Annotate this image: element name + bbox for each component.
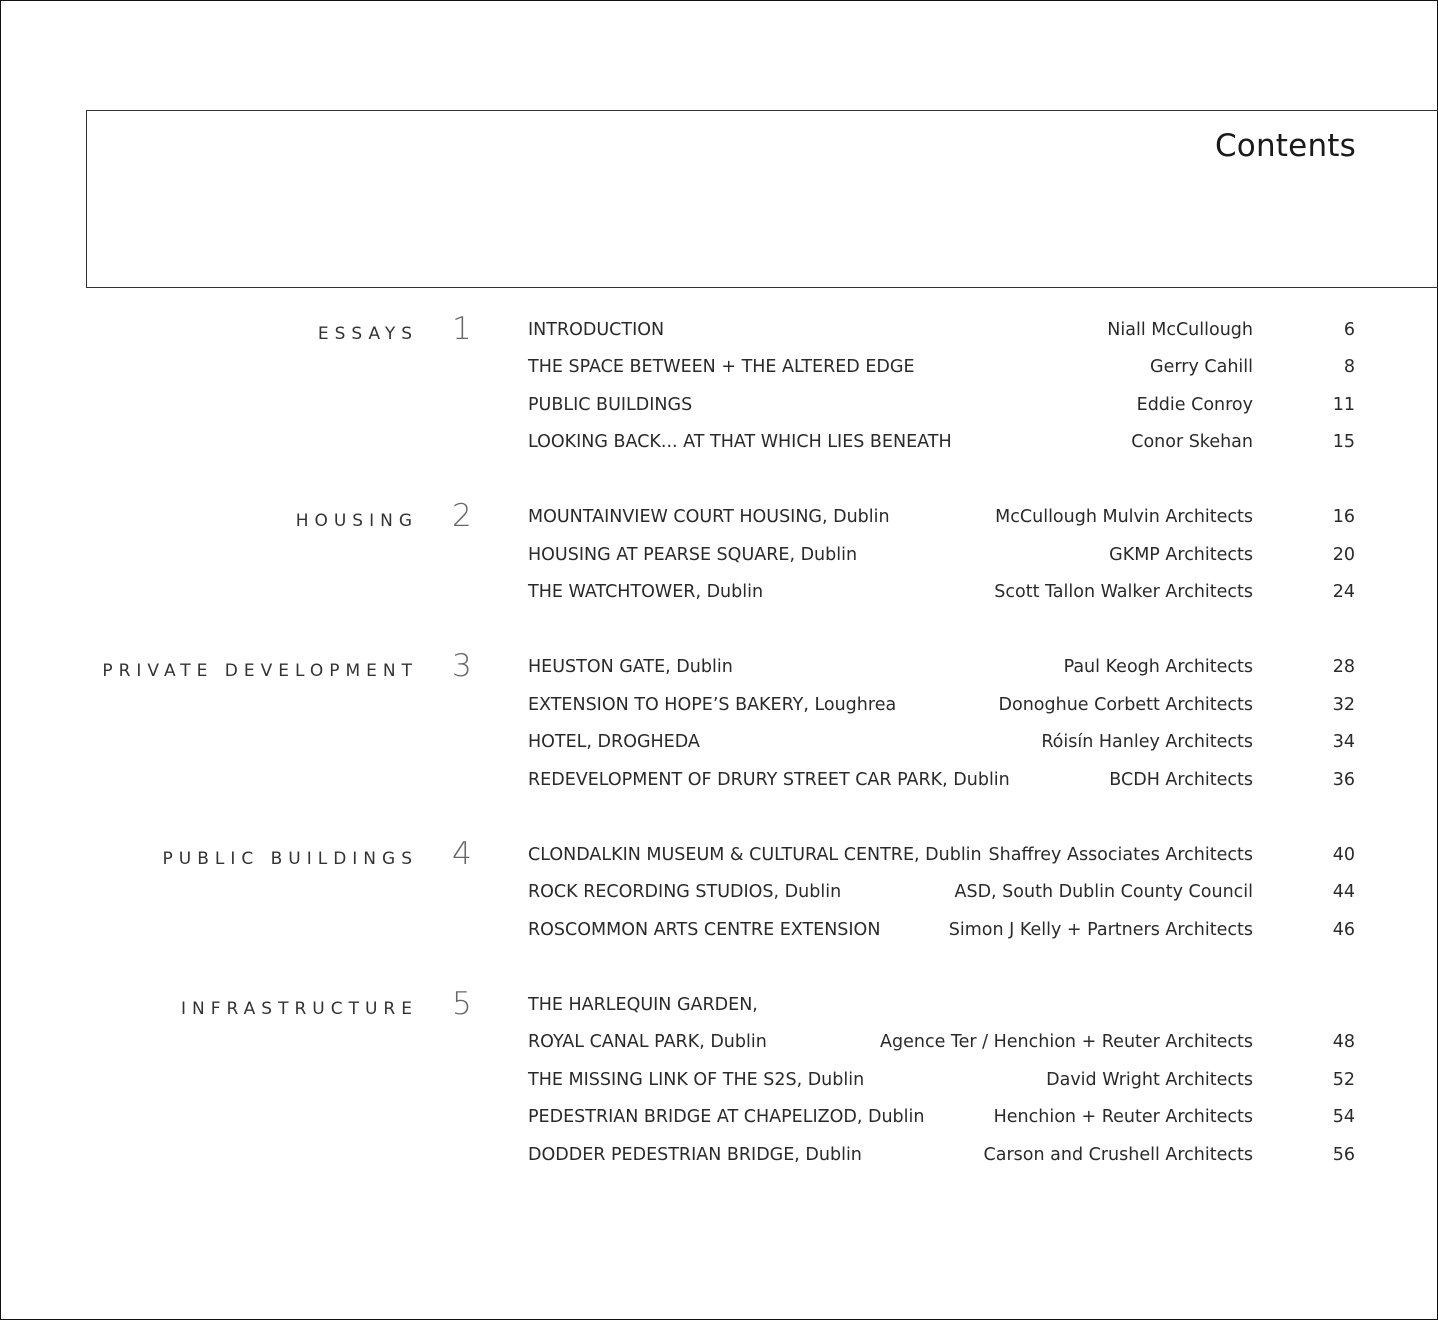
section-number: 2 xyxy=(452,498,472,534)
toc-entry[interactable] xyxy=(0,320,1438,357)
section-label: HOUSING xyxy=(295,511,418,531)
entry-page: 54 xyxy=(1332,1107,1355,1127)
toc-entry[interactable] xyxy=(0,395,1438,432)
entry-title: HOUSING AT PEARSE SQUARE, Dublin xyxy=(528,545,858,565)
entry-author: Róisín Hanley Architects xyxy=(1041,732,1253,752)
entry-author: Simon J Kelly + Partners Architects xyxy=(948,920,1253,940)
toc-entry[interactable] xyxy=(0,695,1438,732)
page-title: Contents xyxy=(1214,128,1356,164)
entry-title: PEDESTRIAN BRIDGE AT CHAPELIZOD, Dublin xyxy=(528,1107,925,1127)
entry-title: ROYAL CANAL PARK, Dublin xyxy=(528,1032,767,1052)
entry-author: David Wright Architects xyxy=(1046,1070,1253,1090)
entry-author: Paul Keogh Architects xyxy=(1063,657,1253,677)
entry-page: 6 xyxy=(1343,320,1355,340)
entry-title: ROSCOMMON ARTS CENTRE EXTENSION xyxy=(528,920,881,940)
entry-page: 24 xyxy=(1332,582,1355,602)
entry-title: MOUNTAINVIEW COURT HOUSING, Dublin xyxy=(528,507,890,527)
toc-entry[interactable] xyxy=(0,920,1438,957)
entry-title: PUBLIC BUILDINGS xyxy=(528,395,693,415)
entry-page: 15 xyxy=(1332,432,1355,452)
entry-title: CLONDALKIN MUSEUM & CULTURAL CENTRE, Dublin xyxy=(528,845,982,865)
toc-entry[interactable] xyxy=(0,545,1438,582)
section-label: PRIVATE DEVELOPMENT xyxy=(102,661,418,681)
toc-entry[interactable] xyxy=(0,357,1438,394)
entry-page: 52 xyxy=(1332,1070,1355,1090)
entry-author: Eddie Conroy xyxy=(1136,395,1253,415)
section-number: 1 xyxy=(452,311,472,347)
entry-page: 8 xyxy=(1343,357,1355,377)
entry-page: 20 xyxy=(1332,545,1355,565)
toc-entry[interactable] xyxy=(0,770,1438,807)
entry-author: GKMP Architects xyxy=(1109,545,1253,565)
entry-page: 40 xyxy=(1332,845,1355,865)
toc-entry[interactable] xyxy=(0,507,1438,544)
entry-author: Carson and Crushell Architects xyxy=(983,1145,1253,1165)
entry-title: HOTEL, DROGHEDA xyxy=(528,732,700,752)
toc-entry[interactable] xyxy=(0,582,1438,619)
entry-page: 28 xyxy=(1332,657,1355,677)
toc-entry[interactable] xyxy=(0,1032,1438,1069)
section-label: PUBLIC BUILDINGS xyxy=(162,849,418,869)
entry-title: EXTENSION TO HOPE’S BAKERY, Loughrea xyxy=(528,695,897,715)
entry-author: Agence Ter / Henchion + Reuter Architects xyxy=(880,1032,1253,1052)
entry-page: 11 xyxy=(1332,395,1355,415)
entry-title: THE HARLEQUIN GARDEN, xyxy=(528,995,758,1015)
toc-entry[interactable] xyxy=(0,882,1438,919)
entry-title: THE SPACE BETWEEN + THE ALTERED EDGE xyxy=(528,357,915,377)
toc-entry[interactable] xyxy=(0,432,1438,469)
section-number: 5 xyxy=(452,986,472,1022)
entry-page: 32 xyxy=(1332,695,1355,715)
entry-page: 16 xyxy=(1332,507,1355,527)
entry-page: 44 xyxy=(1332,882,1355,902)
entry-page: 48 xyxy=(1332,1032,1355,1052)
section-label: ESSAYS xyxy=(317,324,418,344)
entry-title: ROCK RECORDING STUDIOS, Dublin xyxy=(528,882,842,902)
entry-page: 46 xyxy=(1332,920,1355,940)
toc-entry[interactable] xyxy=(0,1145,1438,1182)
entry-title: HEUSTON GATE, Dublin xyxy=(528,657,733,677)
entry-title: LOOKING BACK... AT THAT WHICH LIES BENEATH xyxy=(528,432,952,452)
entry-author: Niall McCullough xyxy=(1107,320,1253,340)
toc-entry[interactable] xyxy=(0,1107,1438,1144)
entry-author: Henchion + Reuter Architects xyxy=(993,1107,1253,1127)
section-number: 4 xyxy=(452,836,472,872)
entry-page: 34 xyxy=(1332,732,1355,752)
toc-entry[interactable] xyxy=(0,657,1438,694)
entry-author: Donoghue Corbett Architects xyxy=(998,695,1253,715)
entry-title: INTRODUCTION xyxy=(528,320,665,340)
entry-author: Conor Skehan xyxy=(1131,432,1253,452)
section-label: INFRASTRUCTURE xyxy=(181,999,418,1019)
entry-author: BCDH Architects xyxy=(1109,770,1253,790)
entry-page: 36 xyxy=(1332,770,1355,790)
section-number: 3 xyxy=(452,648,472,684)
toc-entry[interactable] xyxy=(0,845,1438,882)
toc-entry[interactable] xyxy=(0,1070,1438,1107)
entry-author: Gerry Cahill xyxy=(1150,357,1253,377)
toc-entry[interactable] xyxy=(0,995,1438,1032)
entry-title: REDEVELOPMENT OF DRURY STREET CAR PARK, Dublin xyxy=(528,770,1010,790)
entry-author: McCullough Mulvin Architects xyxy=(995,507,1253,527)
entry-title: THE MISSING LINK OF THE S2S, Dublin xyxy=(528,1070,865,1090)
entry-page: 56 xyxy=(1332,1145,1355,1165)
entry-title: THE WATCHTOWER, Dublin xyxy=(528,582,764,602)
toc-entry[interactable] xyxy=(0,732,1438,769)
entry-author: ASD, South Dublin County Council xyxy=(954,882,1253,902)
entry-author: Scott Tallon Walker Architects xyxy=(994,582,1253,602)
entry-title: DODDER PEDESTRIAN BRIDGE, Dublin xyxy=(528,1145,862,1165)
entry-author: Shaffrey Associates Architects xyxy=(988,845,1253,865)
